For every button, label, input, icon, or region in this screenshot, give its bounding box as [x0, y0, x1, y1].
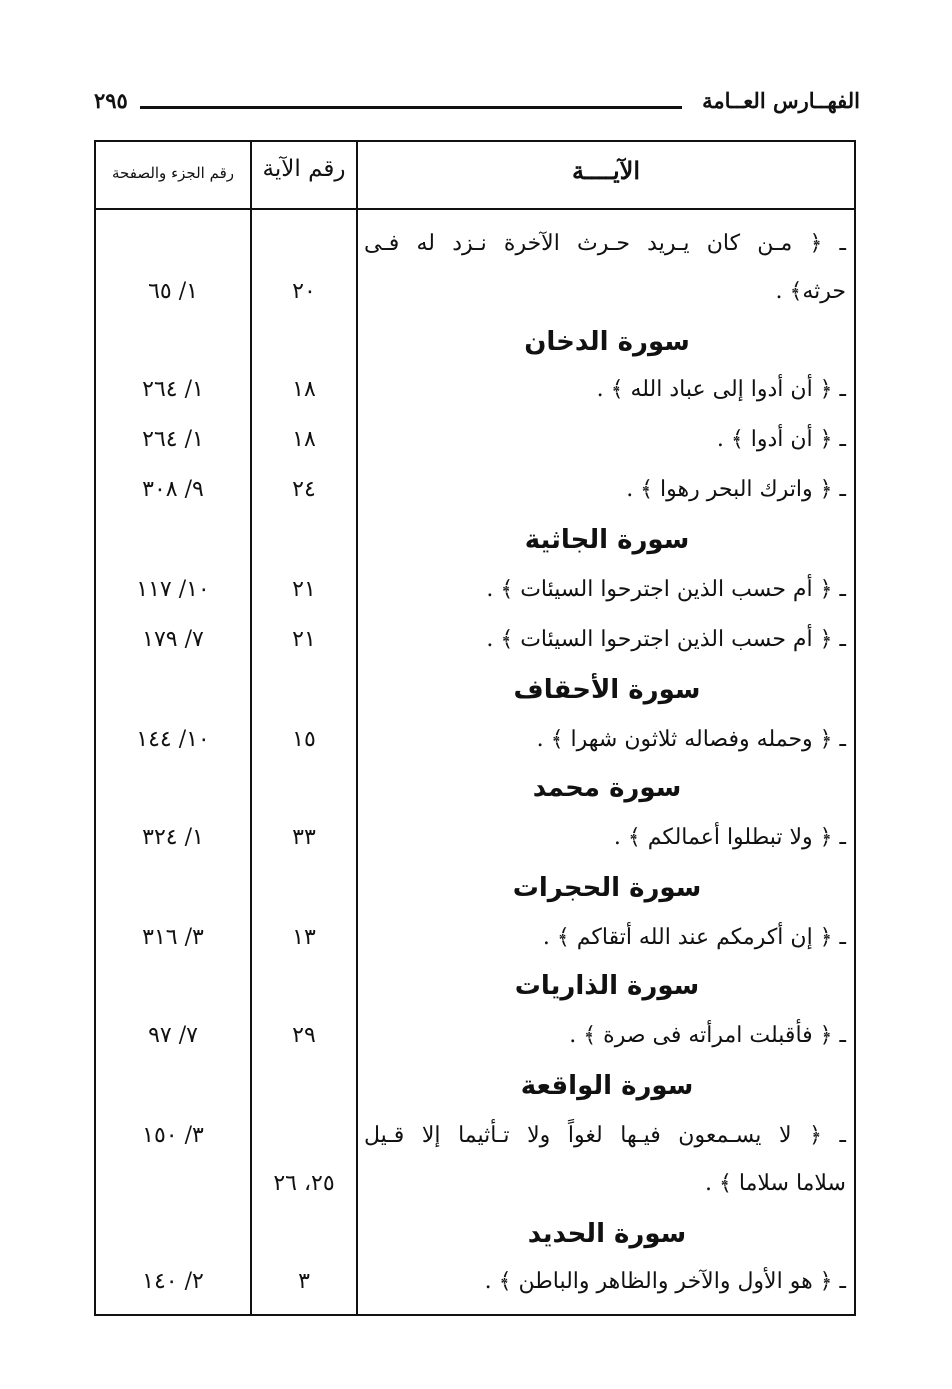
ayah-number: ١٣ [292, 925, 316, 950]
header-divider [96, 208, 854, 210]
volume-page: ١/ ٦٥ [148, 279, 198, 304]
ayah-text: ـ ﴿ مـن كان يـريد حـرث الآخرة نـزد له فـى [364, 231, 846, 256]
ayah-text: ـ ﴿ وحمله وفصاله ثلاثون شهرا ﴾ . [536, 727, 846, 752]
volume-page: ٧/ ٩٧ [148, 1023, 198, 1048]
table-row [96, 814, 854, 862]
volume-page: ١/ ٢٦٤ [142, 377, 204, 402]
column-header-volume-page: رقم الجزء والصفحة [112, 164, 234, 182]
header-rule [140, 106, 682, 109]
table-row [96, 220, 854, 268]
ayah-text: ـ ﴿ أم حسب الذين اجترحوا السيئات ﴾ . [486, 627, 846, 652]
ayah-number: ٢٤ [292, 477, 316, 502]
volume-page: ٩/ ٣٠٨ [142, 477, 204, 502]
surah-heading: سورة الدخان [524, 327, 690, 357]
ayah-text: ـ ﴿ ولا تبطلوا أعمالكم ﴾ . [613, 825, 846, 850]
volume-page: ١٠/ ١٤٤ [136, 727, 210, 752]
table-row [96, 416, 854, 464]
surah-heading: سورة الحديد [527, 1219, 687, 1249]
ayah-number: ١٥ [292, 727, 316, 752]
table-row [96, 566, 854, 614]
surah-heading: سورة الجاثية [524, 525, 690, 555]
volume-page: ٢/ ١٤٠ [142, 1269, 204, 1294]
table-row [96, 914, 854, 962]
column-header-ayah: الآيــــة [571, 156, 641, 185]
volume-page: ١/ ٣٢٤ [142, 825, 204, 850]
page-header [88, 82, 860, 128]
ayah-text: ـ ﴿ أن أدوا ﴾ . [716, 427, 846, 452]
surah-heading: سورة الواقعة [520, 1071, 694, 1101]
ayah-number: ٢٠ [292, 279, 316, 304]
ayah-text: حرثه﴾ . [775, 279, 846, 304]
ayah-number: ٢١ [292, 627, 316, 652]
ayah-number: ٢١ [292, 577, 316, 602]
ayah-text: ـ ﴿ أم حسب الذين اجترحوا السيئات ﴾ . [486, 577, 846, 602]
ayah-number: ١٨ [292, 427, 316, 452]
table-row [96, 1112, 854, 1160]
ayah-text: ـ ﴿ لا يسـمعون فيـها لغواً ولا تـأثيما إلا قـيل [364, 1123, 846, 1148]
running-title: الفهــارس العــامة [702, 88, 860, 113]
column-header-ayah-number: رقم الآية [262, 156, 346, 182]
volume-page: ٣/ ٣١٦ [142, 925, 204, 950]
surah-heading: سورة الذاريات [514, 971, 700, 1001]
ayah-number: ٢٥، ٢٦ [273, 1171, 335, 1196]
table-row-continuation [96, 1160, 854, 1208]
volume-page: ٧/ ١٧٩ [142, 627, 204, 652]
ayah-number: ٣ [298, 1269, 310, 1294]
surah-heading: سورة الأحقاف [513, 675, 701, 705]
ayah-text: ـ ﴿ إن أكرمكم عند الله أتقاكم ﴾ . [542, 925, 846, 950]
ayah-number: ٢٩ [292, 1023, 316, 1048]
table-row [96, 1012, 854, 1060]
volume-page: ٣/ ١٥٠ [142, 1123, 204, 1148]
table-row [96, 1258, 854, 1306]
page-number: ٢٩٥ [94, 88, 128, 113]
table-row-continuation [96, 268, 854, 316]
ayah-text: سلاما سلاما ﴾ . [705, 1171, 846, 1196]
volume-page: ١/ ٢٦٤ [142, 427, 204, 452]
verse-index-table [94, 140, 856, 1316]
table-row [96, 716, 854, 764]
table-row [96, 366, 854, 414]
table-row [96, 616, 854, 664]
ayah-text: ـ ﴿ فأقبلت امرأته فى صرة ﴾ . [569, 1023, 846, 1048]
ayah-number: ١٨ [292, 377, 316, 402]
surah-heading: سورة محمد [532, 773, 682, 803]
ayah-text: ـ ﴿ أن أدوا إلى عباد الله ﴾ . [596, 377, 846, 402]
ayah-text: ـ ﴿ واترك البحر رهوا ﴾ . [626, 477, 846, 502]
surah-heading: سورة الحجرات [512, 873, 702, 903]
volume-page: ١٠/ ١١٧ [136, 577, 210, 602]
ayah-text: ـ ﴿ هو الأول والآخر والظاهر والباطن ﴾ . [484, 1269, 846, 1294]
table-row [96, 466, 854, 514]
ayah-number: ٣٣ [292, 825, 316, 850]
